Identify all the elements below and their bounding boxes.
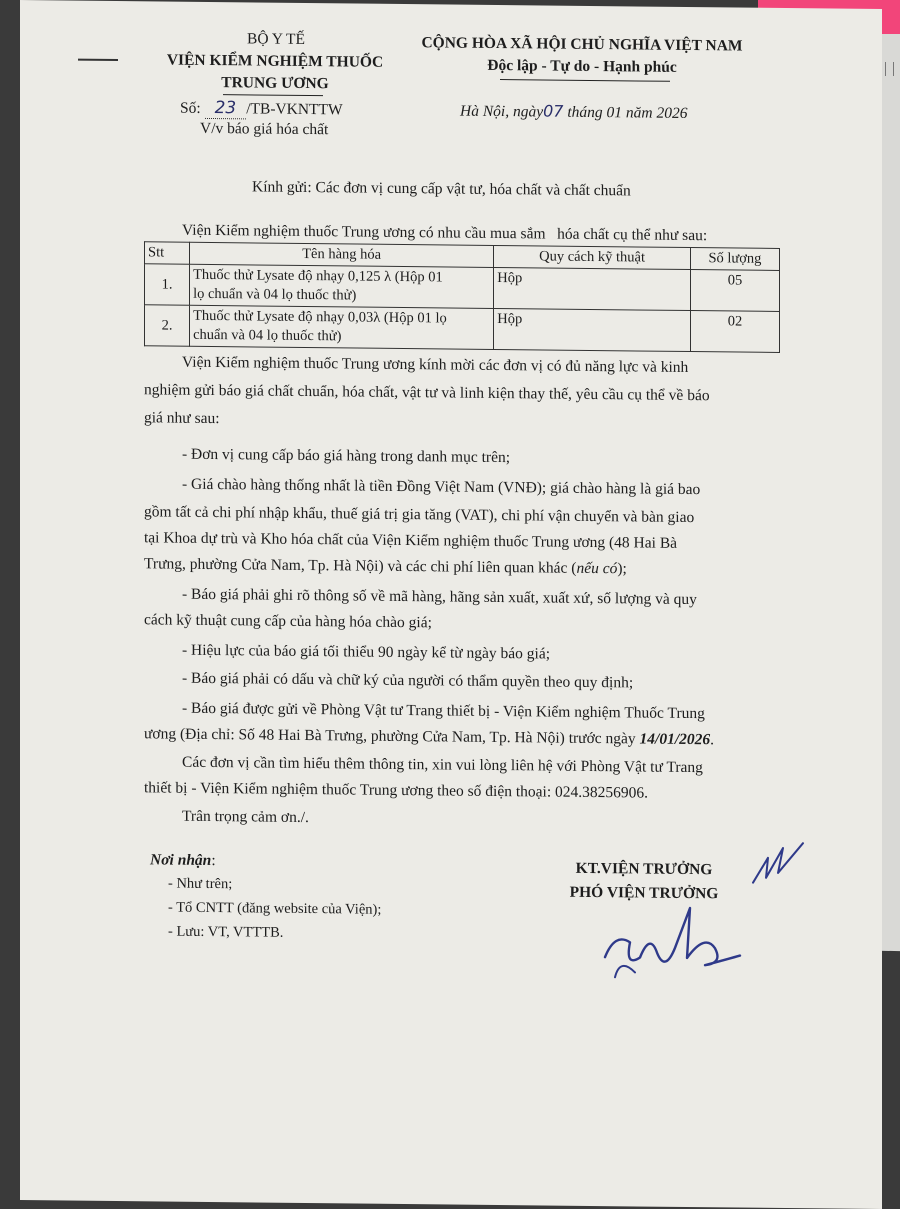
institute-name-line1: VIỆN KIỂM NGHIỆM THUỐC	[166, 51, 384, 71]
recipients-label	[150, 851, 216, 870]
closing-line: Trân trọng cảm ơn./.	[182, 807, 309, 827]
row2-name	[190, 305, 494, 349]
row2-spec: Hộp	[494, 308, 691, 351]
row1-spec: Hộp	[494, 267, 691, 310]
salutation: Kính gửi: Các đơn vị cung cấp vật tư, hóa chất và chất chuẩn	[252, 178, 631, 200]
requirement-6-line1: - Báo giá được gửi về Phòng Vật tư Trang thiết bị - Viện Kiểm nghiệm Thuốc Trung	[182, 699, 705, 723]
row1-stt: 1.	[145, 264, 190, 305]
row2-name-line2: chuẩn và 04 lọ thuốc thử)	[193, 326, 342, 345]
recipients-label-text: Nơi nhận	[150, 851, 212, 870]
req2-line4-italic: nếu có	[576, 559, 618, 578]
invite-line3: giá như sau:	[144, 409, 220, 428]
initial-signature	[748, 838, 808, 889]
date-prefix: Hà Nội, ngày	[460, 102, 544, 121]
requirement-3-line2: cách kỹ thuật cung cấp của hàng hóa chào giá;	[144, 611, 432, 632]
document-subject: V/v báo giá hóa chất	[200, 119, 329, 139]
signer-title-line1: KT.VIỆN TRƯỞNG	[575, 859, 713, 879]
deadline-date: 14/01/2026	[639, 730, 711, 749]
goods-table	[144, 241, 780, 353]
document-page	[20, 0, 882, 1209]
recipients-colon: :	[211, 852, 216, 870]
number-prefix: Số:	[180, 99, 201, 117]
contact-line2: thiết bị - Viện Kiểm nghiệm thuốc Trung ương theo số điện thoại: 024.38256906.	[144, 779, 649, 802]
intro-sentence: Viện Kiểm nghiệm thuốc Trung ương có nhu cầu mua sắm hóa chất cụ thể như sau:	[182, 221, 708, 245]
req6-line2-end: .	[710, 731, 715, 749]
document-number	[180, 98, 343, 120]
header-underline-left	[223, 94, 323, 96]
number-handwritten: 23	[205, 98, 247, 119]
requirement-2-line3: tại Khoa dự trù và Kho hóa chất của Viện Kiểm nghiệm thuốc Trung ương (48 Hai Bà	[144, 529, 678, 552]
header-underline-right	[500, 79, 670, 82]
requirement-6-line2	[144, 725, 714, 749]
table-row	[145, 264, 780, 312]
table-row	[145, 305, 780, 353]
contact-line1: Các đơn vị cần tìm hiểu thêm thông tin, xin vui lòng liên hệ với Phòng Vật tư Trang	[182, 753, 703, 777]
document-date	[460, 101, 687, 123]
ministry-name: BỘ Y TẾ	[247, 30, 305, 48]
requirement-4: - Hiệu lực của báo giá tối thiểu 90 ngày kể từ ngày báo giá;	[182, 641, 551, 663]
recipient-item: - Như trên;	[168, 875, 233, 893]
row1-quantity: 05	[690, 270, 779, 312]
req2-line4-text: Trưng, phường Cửa Nam, Tp. Hà Nội) và các chi phí liên quan khác (	[144, 555, 577, 577]
invite-line1: Viện Kiểm nghiệm thuốc Trung ương kính mời các đơn vị có đủ năng lực và kinh	[182, 353, 689, 376]
requirement-2-line2: gồm tất cả chi phí nhập khẩu, thuế giá trị gia tăng (VAT), chi phí vận chuyển và bàn giao	[144, 503, 695, 527]
requirement-3-line1: - Báo giá phải ghi rõ thông số về mã hàng, hãng sản xuất, xuất xứ, số lượng và quy	[182, 585, 697, 609]
header-stt: Stt	[145, 242, 190, 264]
header-spec: Quy cách kỹ thuật	[494, 245, 691, 269]
date-day-handwritten: 07	[543, 101, 564, 121]
signer-title-line2: PHÓ VIỆN TRƯỞNG	[569, 883, 719, 903]
row1-name-line2: lọ chuẩn và 04 lọ thuốc thử)	[193, 285, 357, 304]
number-suffix: /TB-VKNTTW	[246, 100, 343, 119]
header-quantity: Số lượng	[690, 248, 779, 271]
institute-name-line2: TRUNG ƯƠNG	[221, 74, 329, 93]
row2-quantity: 02	[690, 311, 779, 353]
date-suffix: tháng 01 năm 2026	[567, 103, 688, 122]
requirement-1: - Đơn vị cung cấp báo giá hàng trong danh mục trên;	[182, 445, 511, 467]
requirement-2-line4	[144, 555, 627, 578]
requirement-5: - Báo giá phải có dấu và chữ ký của người có thẩm quyền theo quy định;	[182, 669, 634, 692]
republic-title: CỘNG HÒA XÃ HỘI CHỦ NGHĨA VIỆT NAM	[421, 34, 743, 55]
row2-stt: 2.	[145, 305, 190, 346]
margin-mark	[78, 59, 118, 61]
requirement-2-line1: - Giá chào hàng thống nhất là tiền Đồng Việt Nam (VNĐ); giá chào hàng là giá bao	[182, 475, 701, 499]
row1-name	[190, 264, 494, 308]
recipient-item: - Lưu: VT, VTTTB.	[168, 923, 284, 941]
invite-line2: nghiệm gửi báo giá chất chuẩn, hóa chất, vật tư và linh kiện thay thế, yêu cầu cụ thể về báo	[144, 381, 710, 405]
req2-line4-end: );	[617, 560, 627, 578]
row1-name-line1: Thuốc thử Lysate độ nhạy 0,125 λ (Hộp 01	[193, 266, 443, 286]
recipient-item: - Tổ CNTT (đăng website của Viện);	[168, 899, 382, 918]
req6-line2-text: ương (Địa chỉ: Số 48 Hai Bà Trưng, phường Cửa Nam, Tp. Hà Nội) trước ngày	[144, 725, 640, 748]
header-item-name: Tên hàng hóa	[190, 242, 494, 267]
national-motto: Độc lập - Tự do - Hạnh phúc	[487, 56, 677, 76]
row2-name-line1: Thuốc thử Lysate độ nhạy 0,03λ (Hộp 01 lọ	[193, 307, 447, 327]
handwritten-signature	[595, 902, 745, 984]
